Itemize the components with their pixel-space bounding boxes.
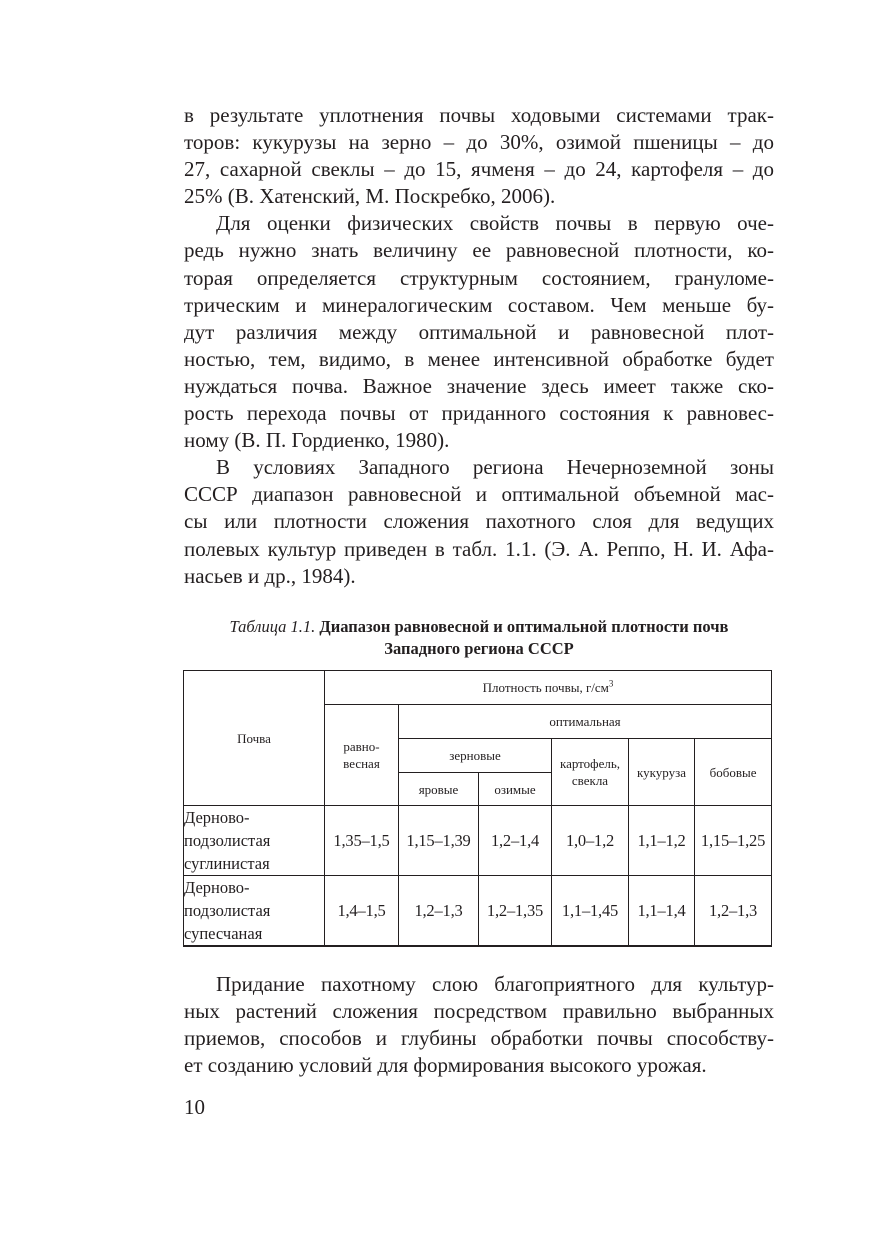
text-line: рость перехода почвы от приданного состояния к равновес- [184, 401, 774, 426]
header-spring: яровые [399, 773, 479, 806]
text-line: ных растений сложения посредством правильно выбранных [184, 999, 774, 1024]
header-density [325, 671, 772, 705]
value-cell: 1,2–1,3 [695, 876, 772, 947]
soil-line: Дерново- [184, 808, 250, 827]
text-line: Придание пахотному слою благоприятного для культур- [216, 972, 774, 996]
value-cell: 1,2–1,3 [399, 876, 479, 947]
caption-title-1: Диапазон равновесной и оптимальной плотности почв [319, 617, 729, 636]
text-line: ет созданию условий для формирования высокого урожая. [184, 1053, 707, 1078]
text-line: ностью, тем, видимо, в менее интенсивной обработке будет [184, 346, 774, 371]
text-line: СССР диапазон равновесной и оптимальной объемной мас- [184, 482, 774, 507]
text-line: полевых культур приведен в табл. 1.1. (Э. А. Реппо, Н. И. Афа- [184, 536, 774, 561]
header-density-text: Плотность почвы, г/см [482, 680, 609, 695]
text-line: дут различия между оптимальной и равновесной плот- [184, 319, 774, 344]
value-cell: 1,1–1,4 [629, 876, 695, 947]
text-line: в результате уплотнения почвы ходовыми системами трак- [184, 103, 774, 127]
value-cell: 1,15–1,39 [399, 806, 479, 876]
caption-title-2: Западного региона СССР [384, 639, 574, 658]
caption-label: Таблица 1.1. [229, 617, 316, 636]
text-line: насьев и др., 1984). [184, 563, 356, 588]
table-caption [184, 616, 774, 660]
text-line: торая определяется структурным состоянием, грануломе- [184, 265, 774, 290]
header-optimal: оптимальная [399, 705, 772, 739]
text-line: трическим и минералогическим составом. Чем меньше бу- [184, 292, 774, 317]
value-cell: 1,2–1,4 [479, 806, 552, 876]
header-corn: кукуруза [629, 739, 695, 806]
soil-name [184, 806, 325, 876]
value-cell: 1,1–1,45 [552, 876, 629, 947]
value-cell: 1,1–1,2 [629, 806, 695, 876]
header-density-sup: 3 [608, 678, 614, 689]
text-line: ному (В. П. Гордиенко, 1980). [184, 428, 450, 453]
text-line: сы или плотности сложения пахотного слоя для ведущих [184, 509, 774, 534]
header-soil: Почва [184, 671, 325, 806]
value-cell: 1,4–1,5 [325, 876, 399, 947]
soil-line: суглинистая [184, 854, 270, 873]
text-line: 25% (В. Хатенский, М. Поскребко, 2006). [184, 184, 556, 209]
body-text-bottom [184, 971, 774, 1079]
body-text-top [184, 102, 774, 590]
page-number: 10 [184, 1095, 205, 1119]
text-line: Для оценки физических свойств почвы в первую оче- [216, 211, 774, 236]
text-line: В условиях Западного региона Нечерноземной зоны [216, 455, 774, 480]
value-cell: 1,0–1,2 [552, 806, 629, 876]
soil-line: подзолистая [184, 831, 271, 850]
header-equilibrium-1: равно- [343, 739, 380, 754]
header-grain: зерновые [399, 739, 552, 773]
text-line: 27, сахарной свеклы – до 15, ячменя – до 24, картофеля – до [184, 157, 774, 182]
table-row [184, 876, 772, 947]
table-row [184, 806, 772, 876]
text-line: торов: кукурузы на зерно – до 30%, озимой пшеницы – до [184, 130, 774, 155]
header-potato-1: картофель, [559, 756, 621, 771]
soil-name [184, 876, 325, 947]
soil-line: подзолистая [184, 901, 271, 920]
header-equilibrium-2: весная [343, 756, 380, 771]
header-legumes: бобовые [695, 739, 772, 806]
value-cell: 1,15–1,25 [695, 806, 772, 876]
text-line: редь нужно знать величину ее равновесной плотности, ко- [184, 238, 774, 263]
value-cell: 1,2–1,35 [479, 876, 552, 947]
text-line: нуждаться почва. Важное значение здесь имеет также ско- [184, 373, 774, 398]
text-line: приемов, способов и глубины обработки почвы способству- [184, 1026, 774, 1051]
soil-line: Дерново- [184, 878, 250, 897]
density-table [183, 670, 772, 947]
header-potato [552, 739, 629, 806]
header-equilibrium [325, 705, 399, 806]
header-potato-2: свекла [571, 773, 609, 788]
caption-line-1 [184, 616, 774, 638]
soil-line: супесчаная [184, 924, 263, 943]
header-winter: озимые [479, 773, 552, 806]
value-cell: 1,35–1,5 [325, 806, 399, 876]
